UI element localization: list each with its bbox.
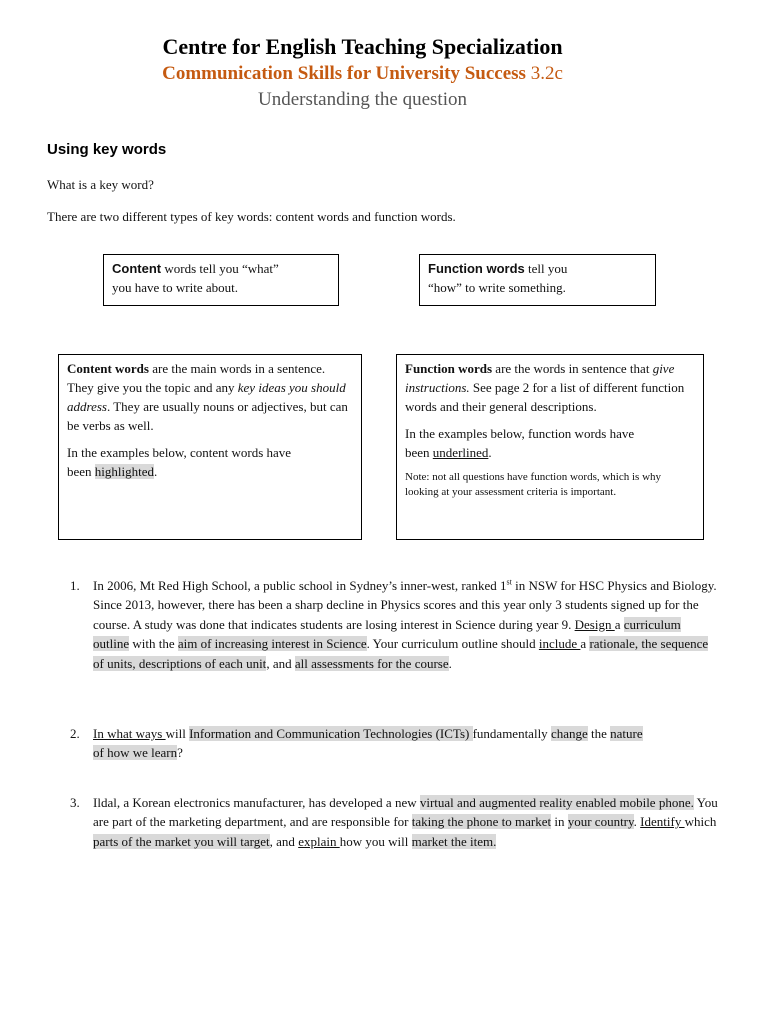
q3-content-word-3: your country xyxy=(567,814,634,830)
function-detail-text-c: See page 2 for a list of different function words and their general descriptions. xyxy=(405,380,685,414)
q2-content-word-2: change xyxy=(550,726,588,741)
function-detail-p2-end: . xyxy=(488,445,492,460)
intro-paragraph: There are two different types of key words: content words and function words. xyxy=(47,209,456,224)
q2-text-4: ? xyxy=(177,745,183,761)
question-what-is-key-word: What is a key word? xyxy=(47,177,154,192)
q1-text-5: . Your curriculum outline should xyxy=(366,636,539,652)
q3-text-5: which xyxy=(684,814,717,830)
q1-content-word-2: aim of increasing interest in Science xyxy=(177,636,367,652)
function-detail-para-1 xyxy=(405,359,695,416)
function-detail-term: Function words xyxy=(405,361,493,376)
question-text xyxy=(93,724,653,763)
q1-text-8: . xyxy=(448,655,452,671)
q3-text-6: , and xyxy=(269,833,299,849)
q1-text-4: with the xyxy=(129,636,178,652)
q1-function-word-2: include xyxy=(538,636,581,652)
q3-text-7: how you will xyxy=(339,833,412,849)
function-detail-underlined-example: underlined xyxy=(432,445,489,460)
question-number: 3. xyxy=(70,795,80,810)
function-term: Function words xyxy=(428,261,525,276)
course-title xyxy=(0,63,725,85)
function-detail-note: Note: not all questions have function words, which is why looking at your assessment criteria is important. xyxy=(405,471,662,498)
content-detail-para-2 xyxy=(67,443,317,481)
content-words-detail-box xyxy=(58,354,362,540)
q3-content-word-4: parts of the market you will target xyxy=(93,833,270,849)
q3-content-word-2: taking the phone to market xyxy=(411,814,552,830)
q1-text-7: , and xyxy=(266,655,295,671)
q3-function-word-1: Identify xyxy=(640,814,685,830)
question-item-2 xyxy=(70,724,690,763)
q1-text-3: a xyxy=(614,616,624,632)
function-summary-box xyxy=(419,254,656,306)
content-detail-italic: key ideas you should address xyxy=(67,380,346,414)
q2-content-word-3: nature of how we learn xyxy=(93,726,643,761)
function-summary-text-1: tell you xyxy=(524,261,568,276)
q2-text-2: fundamentally xyxy=(472,726,551,741)
q2-text-3: the xyxy=(587,726,611,741)
question-item-3 xyxy=(70,793,720,851)
q1-function-word-1: Design xyxy=(574,616,615,632)
q3-text-1: Ildal, a Korean electronics manufacturer, has developed a new xyxy=(93,795,420,810)
document-subtitle: Understanding the question xyxy=(258,89,467,110)
q3-content-word-5: market the item. xyxy=(411,833,497,849)
q1-text-1: In 2006, Mt Red High School, a public school in Sydney’s inner-west, ranked 1 xyxy=(93,578,507,593)
q2-function-word-1: In what ways xyxy=(93,726,166,741)
q1-text-6: a xyxy=(580,636,590,652)
content-detail-p2-end: . xyxy=(154,464,158,479)
function-detail-p2-text: In the examples below, function words have been xyxy=(405,426,635,460)
content-detail-text-a: are the main words in a sentence. They give you the topic and any xyxy=(67,361,326,395)
question-number: 2. xyxy=(70,726,80,741)
q3-text-4: . xyxy=(633,814,641,830)
content-term: Content xyxy=(112,261,162,276)
course-version: 3.2c xyxy=(530,63,563,84)
q1-text-2: in NSW for HSC Physics and Biology. Since 2013, however, there has been a sharp decline in Physics scores and this year only 3 students signed up for the course. A study was done that indicates students are losing interest in Science during year 9. xyxy=(93,578,717,632)
document-title: Centre for English Teaching Specialization xyxy=(162,34,563,59)
content-detail-term: Content words xyxy=(67,361,149,376)
content-summary-text-2: you have to write about. xyxy=(112,280,238,295)
q3-content-word-1: virtual and augmented reality enabled mobile phone. xyxy=(419,795,694,810)
function-summary-text-2: “how” to write something. xyxy=(428,280,566,295)
q3-text-2: You are part of the marketing department, and are responsible for xyxy=(93,795,718,830)
course-name: Communication Skills for University Success xyxy=(162,63,526,84)
function-detail-text-a: are the words in sentence that xyxy=(492,361,653,376)
q3-function-word-2: explain xyxy=(298,833,340,849)
content-detail-para-1 xyxy=(67,359,353,435)
content-summary-text-1: words tell you “what” xyxy=(161,261,279,276)
q1-content-word-4: all assessments for the course xyxy=(294,655,449,671)
function-detail-para-2 xyxy=(405,424,655,462)
content-summary-box xyxy=(103,254,339,306)
q1-content-word-3: rationale, the sequence of units, descriptions of each unit xyxy=(93,636,709,671)
q1-superscript: st xyxy=(506,577,512,587)
section-heading: Using key words xyxy=(47,141,167,158)
content-detail-text-c: . They are usually nouns or adjectives, but can be verbs as well. xyxy=(67,399,348,433)
question-number: 1. xyxy=(70,578,80,593)
q1-content-word-1: curriculum outline xyxy=(93,616,681,652)
function-words-detail-box xyxy=(396,354,704,540)
question-text xyxy=(93,793,720,851)
q2-content-word-1: Information and Communication Technologies (ICTs) xyxy=(189,726,473,741)
content-detail-p2-text: In the examples below, content words have been xyxy=(67,445,292,479)
q3-text-3: in xyxy=(551,814,568,830)
question-item-1 xyxy=(70,576,720,673)
question-text xyxy=(93,576,720,673)
function-detail-italic: give instructions. xyxy=(405,361,675,395)
q2-text-1: will xyxy=(165,726,190,741)
content-detail-highlighted-example: highlighted xyxy=(94,464,155,479)
